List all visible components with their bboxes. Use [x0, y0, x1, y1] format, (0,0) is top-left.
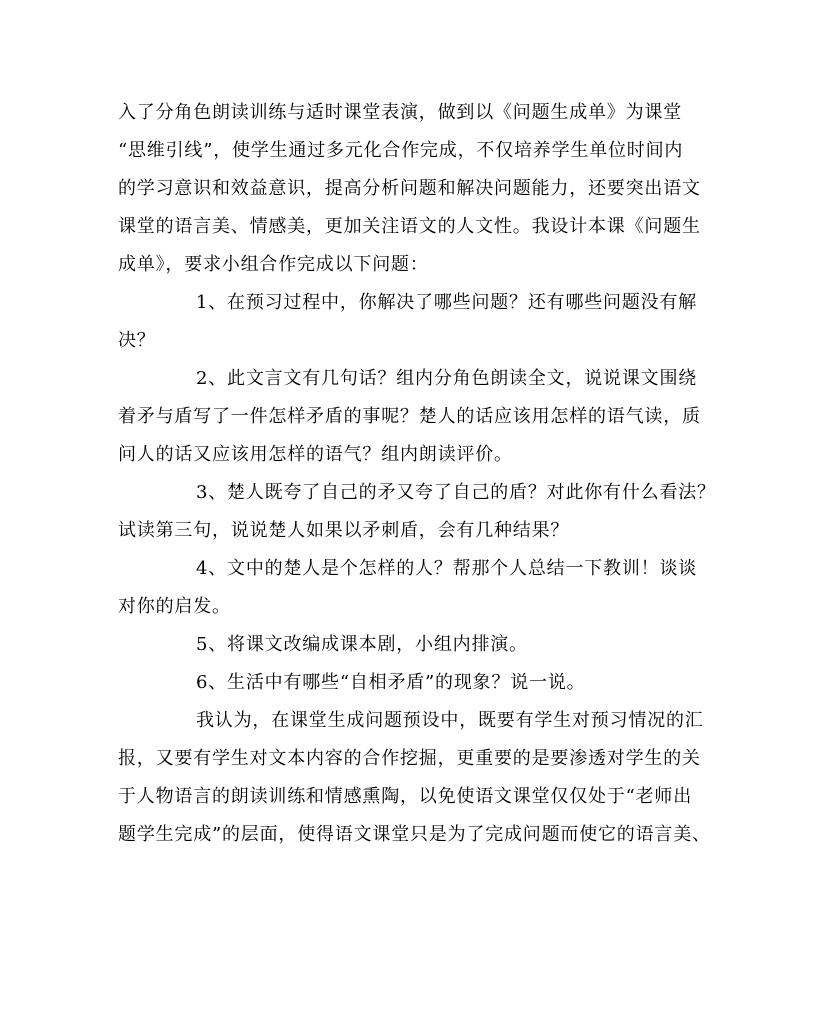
question-4-line: 对你的启发。: [118, 596, 231, 617]
paragraph-line: 题学生完成”的层面，使得语文课堂只是为了完成问题而使它的语言美、: [118, 824, 711, 845]
question-2-line: 问人的话又应该用怎样的语气？组内朗读评价。: [118, 444, 513, 465]
question-1-line: 决？: [118, 330, 156, 351]
paragraph-line: 于人物语言的朗读训练和情感熏陶，以免使语文课堂仅仅处于“老师出: [118, 786, 692, 807]
question-2-line: 2、此文言文有几句话？组内分角色朗读全文，说说课文围绕: [196, 368, 698, 389]
text-line: “思维引线”，使学生通过多元化合作完成，不仅培养学生单位时间内: [118, 140, 684, 161]
paragraph-line: 报，又要有学生对文本内容的合作挖掘，更重要的是要渗透对学生的关: [118, 748, 701, 769]
question-6-line: 6、生活中有哪些“自相矛盾”的现象？说一说。: [196, 672, 586, 693]
question-3-line: 3、楚人既夸了自己的矛又夸了自己的盾？对此你有什么看法？: [196, 482, 716, 503]
text-line: 入了分角色朗读训练与适时课堂表演，做到以《问题生成单》为课堂: [118, 102, 682, 123]
text-line: 的学习意识和效益意识，提高分析问题和解决问题能力，还要突出语文: [118, 178, 701, 199]
text-line: 课堂的语言美、情感美，更加关注语文的人文性。我设计本课《问题生: [118, 216, 701, 237]
question-3-line: 试读第三句，说说楚人如果以矛刺盾，会有几种结果？: [118, 520, 570, 541]
question-2-line: 着矛与盾写了一件怎样矛盾的事呢？楚人的话应该用怎样的语气读，质: [118, 406, 701, 427]
text-line: 成单》，要求小组合作完成以下问题：: [118, 254, 429, 275]
question-5-line: 5、将课文改编成课本剧，小组内排演。: [196, 634, 528, 655]
question-4-line: 4、文中的楚人是个怎样的人？帮那个人总结一下教训！谈谈: [196, 558, 698, 579]
question-1-line: 1、在预习过程中，你解决了哪些问题？还有哪些问题没有解: [196, 292, 698, 313]
paragraph-line: 我认为，在课堂生成问题预设中，既要有学生对预习情况的汇: [196, 710, 704, 731]
